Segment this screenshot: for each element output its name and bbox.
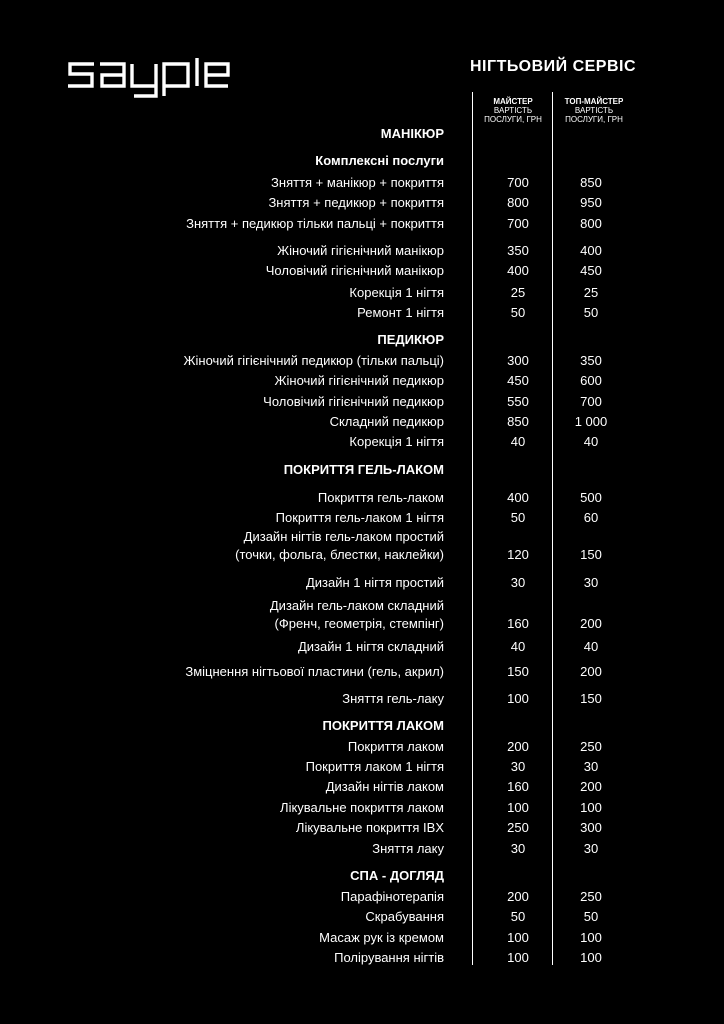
price-master-gel-5: 40 bbox=[510, 639, 526, 654]
price-master-gel-6: 150 bbox=[507, 664, 529, 679]
price-top-master-polish-2: 200 bbox=[580, 779, 602, 794]
section-title-spa bbox=[60, 867, 444, 885]
section-title-pedicure bbox=[60, 331, 444, 349]
service-polish-5-label: Зняття лаку bbox=[372, 841, 444, 856]
price-top-master-gel-1: 60 bbox=[583, 510, 599, 525]
price-top-master-pedicure-0: 350 bbox=[580, 353, 602, 368]
service-gel-7-label: Зняття гель-лаку bbox=[342, 691, 444, 706]
service-pedicure-2 bbox=[60, 393, 444, 411]
service-pedicure-0 bbox=[60, 352, 444, 370]
price-top-master-spa-1: 50 bbox=[583, 909, 599, 924]
service-polish-3-label: Лікувальне покриття лаком bbox=[280, 800, 444, 815]
top-master-column-line2: ПОСЛУГИ, ГРН bbox=[565, 115, 623, 124]
service-polish-1 bbox=[60, 758, 444, 776]
section-title-manicure bbox=[60, 125, 444, 143]
price-top-master-pedicure-4: 40 bbox=[583, 434, 599, 449]
service-gel-4-detail bbox=[60, 615, 444, 633]
price-master-polish-5: 30 bbox=[510, 841, 526, 856]
service-gel-7 bbox=[60, 690, 444, 708]
price-top-master-gel-7: 150 bbox=[580, 691, 602, 706]
price-top-master-polish-3: 100 bbox=[580, 800, 602, 815]
master-column-line1: ВАРТІСТЬ bbox=[493, 106, 533, 115]
section-title-pedicure-label: ПЕДИКЮР bbox=[377, 332, 444, 347]
price-master-gel-2: 120 bbox=[507, 547, 529, 562]
service-pedicure-3-label: Складний педикюр bbox=[329, 414, 444, 429]
section-title-spa-label: СПА - ДОГЛЯД bbox=[350, 868, 444, 883]
section-title-gel bbox=[60, 461, 444, 479]
service-polish-5 bbox=[60, 840, 444, 858]
price-top-master-manicure-6: 50 bbox=[583, 305, 599, 320]
price-master-polish-1: 30 bbox=[510, 759, 526, 774]
price-top-master-gel-3: 30 bbox=[583, 575, 599, 590]
subsection-title-complex-label: Комплексні послуги bbox=[315, 153, 444, 168]
price-master-manicure-6: 50 bbox=[510, 305, 526, 320]
price-top-master-polish-5: 30 bbox=[583, 841, 599, 856]
service-gel-0 bbox=[60, 489, 444, 507]
service-manicure-2 bbox=[60, 215, 444, 233]
service-gel-1-label: Покриття гель-лаком 1 нігтя bbox=[275, 510, 444, 525]
top-master-column-name: ТОП-МАЙСТЕР bbox=[564, 97, 624, 106]
section-title-gel-label: ПОКРИТТЯ ГЕЛЬ-ЛАКОМ bbox=[283, 462, 444, 477]
price-top-master-manicure-1: 950 bbox=[580, 195, 602, 210]
page-title: НІГТЬОВИЙ СЕРВІС bbox=[470, 58, 637, 75]
service-gel-4-label: Дизайн гель-лаком складний bbox=[269, 598, 444, 613]
price-top-master-pedicure-3: 1 000 bbox=[574, 414, 608, 429]
price-top-master-manicure-4: 450 bbox=[580, 263, 602, 278]
service-manicure-4 bbox=[60, 262, 444, 280]
service-spa-1 bbox=[60, 908, 444, 926]
price-master-manicure-1: 800 bbox=[507, 195, 529, 210]
price-master-gel-1: 50 bbox=[510, 510, 526, 525]
price-master-pedicure-1: 450 bbox=[507, 373, 529, 388]
price-master-gel-4: 160 bbox=[507, 616, 529, 631]
service-gel-6 bbox=[60, 663, 444, 681]
service-pedicure-1 bbox=[60, 372, 444, 390]
price-master-polish-0: 200 bbox=[507, 739, 529, 754]
service-polish-3 bbox=[60, 799, 444, 817]
service-manicure-6 bbox=[60, 304, 444, 322]
service-polish-4 bbox=[60, 819, 444, 837]
price-top-master-manicure-0: 850 bbox=[580, 175, 602, 190]
service-manicure-0-label: Зняття + манікюр + покриття bbox=[271, 175, 444, 190]
service-gel-0-label: Покриття гель-лаком bbox=[317, 490, 444, 505]
price-master-spa-2: 100 bbox=[507, 930, 529, 945]
service-polish-2-label: Дизайн нігтів лаком bbox=[325, 779, 444, 794]
price-master-polish-4: 250 bbox=[507, 820, 529, 835]
price-master-pedicure-3: 850 bbox=[507, 414, 529, 429]
service-gel-3-label: Дизайн 1 нігтя простий bbox=[305, 575, 444, 590]
subsection-title-complex bbox=[60, 152, 444, 170]
service-manicure-5-label: Корекція 1 нігтя bbox=[349, 285, 444, 300]
price-master-pedicure-4: 40 bbox=[510, 434, 526, 449]
service-spa-3 bbox=[60, 949, 444, 967]
price-top-master-polish-0: 250 bbox=[580, 739, 602, 754]
price-master-manicure-2: 700 bbox=[507, 216, 529, 231]
service-spa-0 bbox=[60, 888, 444, 906]
price-master-spa-3: 100 bbox=[507, 950, 529, 965]
service-gel-5-label: Дизайн 1 нігтя складний bbox=[297, 639, 444, 654]
price-master-gel-3: 30 bbox=[510, 575, 526, 590]
price-top-master-pedicure-2: 700 bbox=[580, 394, 602, 409]
master-column-name: МАЙСТЕР bbox=[493, 97, 533, 106]
price-top-master-manicure-3: 400 bbox=[580, 243, 602, 258]
price-top-master-spa-3: 100 bbox=[580, 950, 602, 965]
price-master-polish-2: 160 bbox=[507, 779, 529, 794]
service-gel-3 bbox=[60, 574, 444, 592]
service-spa-2 bbox=[60, 929, 444, 947]
price-master-spa-1: 50 bbox=[510, 909, 526, 924]
service-manicure-1-label: Зняття + педикюр + покриття bbox=[268, 195, 444, 210]
service-polish-4-label: Лікувальне покриття IBX bbox=[295, 820, 444, 835]
service-manicure-4-label: Чоловічий гігієнічний манікюр bbox=[265, 263, 444, 278]
service-gel-4 bbox=[60, 597, 444, 615]
service-polish-0-label: Покриття лаком bbox=[347, 739, 444, 754]
service-pedicure-4 bbox=[60, 433, 444, 451]
service-manicure-5 bbox=[60, 284, 444, 302]
service-gel-2-label: Дизайн нігтів гель-лаком простий bbox=[243, 529, 444, 544]
service-gel-1 bbox=[60, 509, 444, 527]
service-manicure-3 bbox=[60, 242, 444, 260]
price-top-master-gel-2: 150 bbox=[580, 547, 602, 562]
price-top-master-polish-1: 30 bbox=[583, 759, 599, 774]
service-polish-0 bbox=[60, 738, 444, 756]
price-top-master-gel-0: 500 bbox=[580, 490, 602, 505]
price-master-manicure-0: 700 bbox=[507, 175, 529, 190]
service-manicure-3-label: Жіночий гігієнічний манікюр bbox=[277, 243, 444, 258]
service-spa-1-label: Скрабування bbox=[365, 909, 444, 924]
service-gel-2-detail bbox=[60, 546, 444, 564]
service-gel-4-detail-label: (Френч, геометрія, стемпінг) bbox=[274, 616, 444, 631]
price-master-manicure-3: 350 bbox=[507, 243, 529, 258]
price-top-master-spa-2: 100 bbox=[580, 930, 602, 945]
top-master-column-header bbox=[557, 97, 631, 124]
section-title-polish-label: ПОКРИТТЯ ЛАКОМ bbox=[322, 718, 444, 733]
price-master-gel-7: 100 bbox=[507, 691, 529, 706]
price-top-master-gel-4: 200 bbox=[580, 616, 602, 631]
service-spa-2-label: Масаж рук із кремом bbox=[319, 930, 444, 945]
service-spa-0-label: Парафінотерапія bbox=[340, 889, 444, 904]
service-polish-2 bbox=[60, 778, 444, 796]
price-master-manicure-4: 400 bbox=[507, 263, 529, 278]
price-master-manicure-5: 25 bbox=[510, 285, 526, 300]
service-gel-6-label: Зміцнення нігтьової пластини (гель, акрил) bbox=[185, 664, 444, 679]
master-column-header bbox=[476, 97, 550, 124]
service-pedicure-3 bbox=[60, 413, 444, 431]
service-polish-1-label: Покриття лаком 1 нігтя bbox=[305, 759, 444, 774]
section-title-manicure-label: МАНІКЮР bbox=[380, 126, 444, 141]
price-top-master-manicure-5: 25 bbox=[583, 285, 599, 300]
price-master-pedicure-0: 300 bbox=[507, 353, 529, 368]
service-gel-2-detail-label: (точки, фольга, блестки, наклейки) bbox=[235, 547, 444, 562]
service-manicure-6-label: Ремонт 1 нігтя bbox=[357, 305, 444, 320]
price-top-master-gel-5: 40 bbox=[583, 639, 599, 654]
service-pedicure-2-label: Чоловічий гігієнічний педикюр bbox=[263, 394, 444, 409]
service-manicure-1 bbox=[60, 194, 444, 212]
service-manicure-2-label: Зняття + педикюр тільки пальці + покриття bbox=[186, 216, 444, 231]
price-master-gel-0: 400 bbox=[507, 490, 529, 505]
master-column-line2: ПОСЛУГИ, ГРН bbox=[484, 115, 542, 124]
price-top-master-spa-0: 250 bbox=[580, 889, 602, 904]
service-manicure-0 bbox=[60, 174, 444, 192]
price-top-master-gel-6: 200 bbox=[580, 664, 602, 679]
price-top-master-manicure-2: 800 bbox=[580, 216, 602, 231]
sayple-logo bbox=[66, 56, 248, 98]
service-gel-2 bbox=[60, 528, 444, 546]
price-top-master-pedicure-1: 600 bbox=[580, 373, 602, 388]
service-pedicure-4-label: Корекція 1 нігтя bbox=[349, 434, 444, 449]
service-gel-5 bbox=[60, 638, 444, 656]
service-spa-3-label: Полірування нігтів bbox=[334, 950, 444, 965]
service-pedicure-0-label: Жіночий гігієнічний педикюр (тільки пальці) bbox=[183, 353, 444, 368]
price-master-pedicure-2: 550 bbox=[507, 394, 529, 409]
price-top-master-polish-4: 300 bbox=[580, 820, 602, 835]
service-pedicure-1-label: Жіночий гігієнічний педикюр bbox=[274, 373, 444, 388]
price-master-polish-3: 100 bbox=[507, 800, 529, 815]
section-title-polish bbox=[60, 717, 444, 735]
top-master-column-line1: ВАРТІСТЬ bbox=[574, 106, 614, 115]
price-master-spa-0: 200 bbox=[507, 889, 529, 904]
